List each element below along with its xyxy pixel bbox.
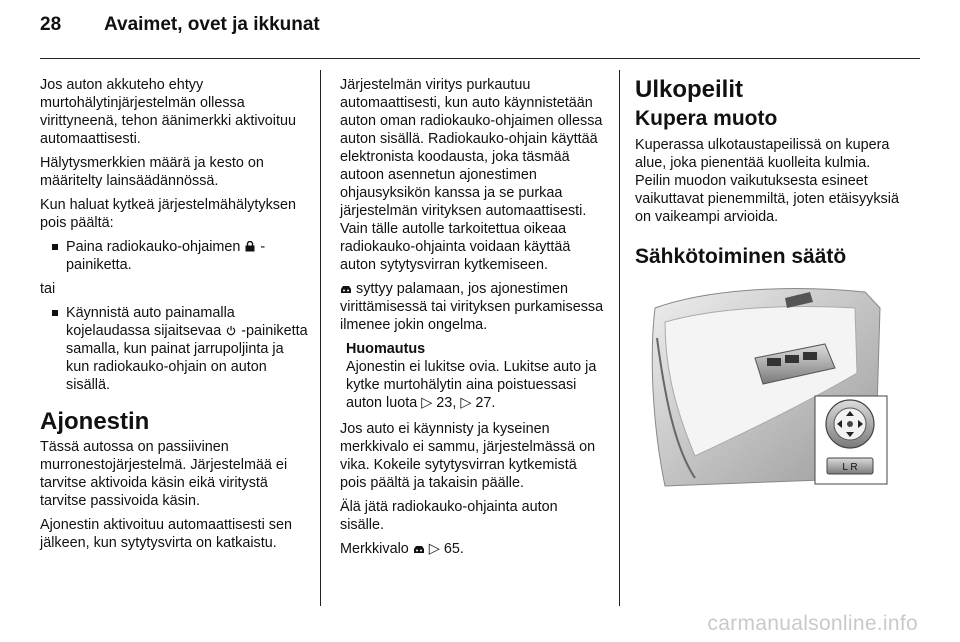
paragraph: Kun haluat kytkeä järjestelmähälytyksen pois päältä:	[40, 197, 296, 231]
column-1	[40, 76, 308, 558]
paragraph: tai	[40, 281, 56, 297]
watermark: carmanualsonline.info	[707, 612, 918, 635]
note-box	[346, 340, 604, 412]
column-divider	[619, 70, 620, 606]
section-heading: Ulkopeilit	[635, 76, 744, 103]
note-title: Huomautus	[346, 341, 426, 357]
paragraph: Älä jätä radiokauko-ohjainta auton sisälle.	[340, 499, 558, 533]
immobilizer-icon	[340, 283, 352, 294]
page-reference[interactable]: 23	[436, 395, 453, 411]
paragraph: syttyy palamaan, jos ajonestimen virittämisessä tai virityksen purkamisessa ilmenee jokin ongelma.	[340, 281, 604, 333]
subsection-heading: Sähkötoiminen säätö	[635, 245, 847, 268]
bullet-text: Käynnistä auto painamalla kojelaudassa sijaitsevaa -painiketta samalla, kun painat jarrupoljinta ja kun radiokauko-ohjain on auton sisällä.	[66, 305, 308, 393]
paragraph: Järjestelmän viritys purkautuu automaattisesti, kun auto käynnistetään auton oman radiokauko-ohjaimen ollessa auton sisällä. Radiokauko-ohjain käyttää elektronista koodausta, joka täsmää autoon asennetun ajonestimen ohjausyksikön kanssa ja se purkaa järjestelmän virityksen automaattisesti. Vain tälle autolle tarkoitettua oikeaa radiokauko-ohjainta voidaan käyttää auton sytytysvirran kytkemiseen.	[340, 77, 603, 273]
paragraph: Hälytysmerkkien määrä ja kesto on määritelty lainsäädännössä.	[40, 155, 264, 189]
paragraph: Jos auton akkuteho ehtyy murtohälytinjärjestelmän ollessa virittyneenä, tehon äänimerkki aktivoituu automaattisesti.	[40, 77, 296, 147]
section-heading: Ajonestin	[40, 408, 150, 435]
header-rule	[40, 58, 920, 59]
column-divider	[320, 70, 321, 606]
column-3	[635, 76, 905, 495]
page-header	[40, 14, 320, 36]
reference-arrow-icon: ▷	[428, 541, 440, 557]
immobilizer-icon	[413, 543, 425, 554]
paragraph: Jos auto ei käynnisty ja kyseinen merkkivalo ei sammu, järjestelmässä on vika. Kokeile sytytysvirran kytkemistä pois päältä ja takaisin päälle.	[340, 421, 596, 491]
paragraph: Merkkivalo ▷ 65.	[340, 541, 464, 557]
lock-icon	[244, 241, 256, 252]
page-number: 28	[40, 14, 62, 35]
note-text: Ajonestin ei lukitse ovia. Lukitse auto ja kytke murtohälytin aina poistuessasi auton luota ▷ 23, ▷ 27.	[346, 359, 597, 411]
paragraph: Tässä autossa on passiivinen murronestojärjestelmä. Järjestelmää ei tarvitse aktivoida käsin eikä viritystä tarvitse passivoida käsin.	[40, 439, 288, 509]
door-mirror-switch-illustration	[635, 278, 891, 490]
bullet-square	[52, 310, 58, 316]
bullet-square	[52, 244, 58, 250]
chapter-title: Avaimet, ovet ja ikkunat	[104, 14, 320, 35]
page-reference[interactable]: 65	[443, 541, 460, 557]
paragraph: Kuperassa ulkotaustapeilissä on kupera alue, joka pienentää kuolleita kulmia. Peilin muodon vaikutuksesta esineet vaikuttavat pienemmiltä, joten etäisyyksiä on vaikeampi arvioida.	[635, 137, 899, 225]
reference-arrow-icon: ▷	[421, 395, 433, 411]
power-icon	[225, 325, 237, 336]
column-2	[340, 76, 604, 564]
paragraph: Ajonestin aktivoituu automaattisesti sen jälkeen, kun sytytysvirta on katkaistu.	[40, 517, 292, 551]
bullet-item	[52, 304, 308, 394]
lr-switch-label: L R	[842, 462, 858, 473]
reference-arrow-icon: ▷	[460, 395, 472, 411]
page-reference[interactable]: 27	[475, 395, 492, 411]
subsection-heading: Kupera muoto	[635, 107, 778, 130]
bullet-text: Paina radiokauko-ohjaimen -painiketta.	[66, 239, 266, 273]
bullet-item	[52, 238, 308, 274]
